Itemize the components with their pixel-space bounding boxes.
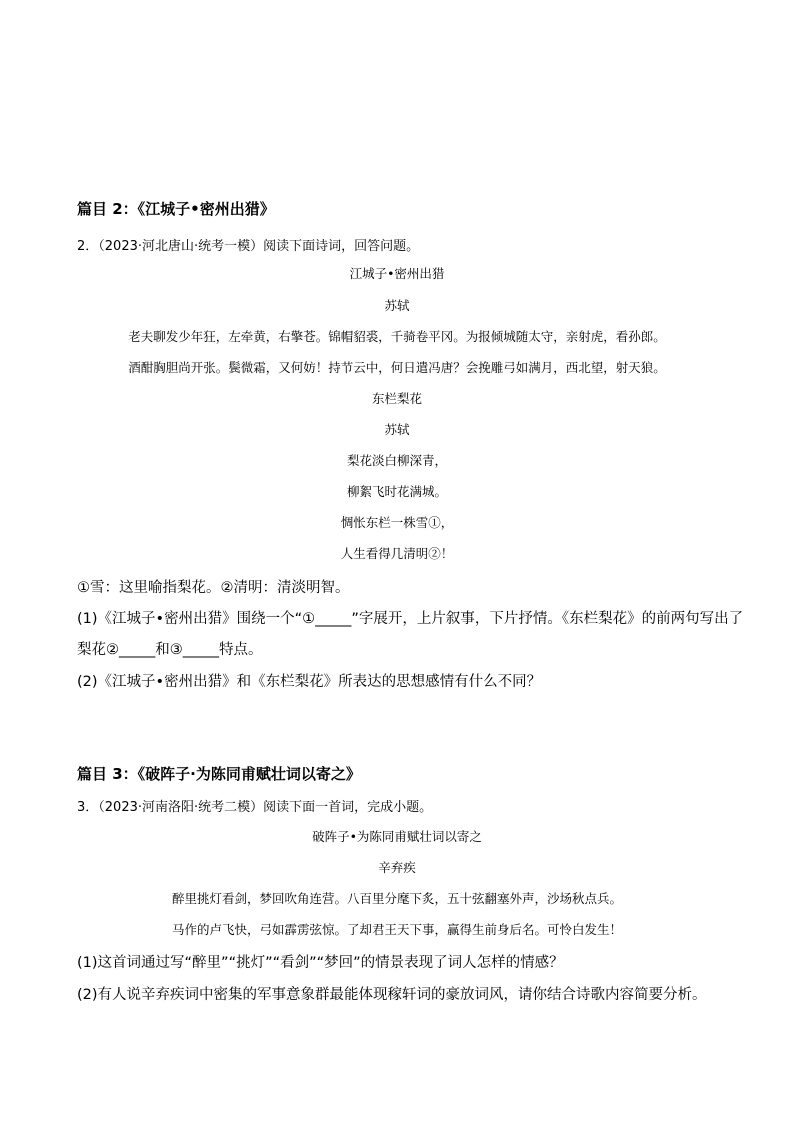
poem-line: 柳絮飞时花满城。 [346,484,447,499]
sub-question-2: (2)有人说辛弃疾词中密集的军事意象群最能体现稼轩词的豪放词风，请你结合诗歌内容简要分析。 [77,987,707,1003]
poem-line: 酒酣胸胆尚开张。鬓微霜，又何妨！持节云中，何日遣冯唐？会挽雕弓如满月，西北望，射天狼。 [128,360,666,375]
poem-author: 苏轼 [384,422,410,437]
poem-author: 苏轼 [384,298,410,313]
poem-line: 梨花淡白柳深青， [346,453,447,468]
sub-question-2: (2)《江城子•密州出猎》和《东栏梨花》所表达的思想感情有什么不同？ [77,674,542,690]
sub-question-1: (1)这首词通过写“醉里”“挑灯”“看剑”“梦回”的情景表现了词人怎样的情感？ [77,955,564,971]
poem-author: 辛弃疾 [378,860,416,875]
section-heading-2: 篇目 2：《江城子•密州出猎》 [77,200,275,218]
section-heading-3: 篇目 3：《破阵子·为陈同甫赋壮词以寄之》 [77,765,361,783]
poem-title: 江城子•密州出猎 [349,266,445,281]
poem-line: 惆怅东栏一株雪①， [340,515,454,530]
sub-question-1: (1)《江城子•密州出猎》围绕一个“①_____”字展开，上片叙事，下片抒情。《东栏梨花》的前两句写出了 [77,611,744,627]
poem-line: 醉里挑灯看剑，梦回吹角连营。八百里分麾下炙，五十弦翻塞外声，沙场秋点兵。 [171,891,622,906]
question-intro-2: 2．（2023·河北唐山·统考一模）阅读下面诗词，回答问题。 [77,239,420,254]
sub-question-1-cont: 梨花②_____和③_____特点。 [77,642,263,658]
poem-line: 人生看得几清明②！ [340,546,454,561]
poem-title: 东栏梨花 [371,391,422,406]
poem-line: 老夫聊发少年狂，左牵黄，右擎苍。锦帽貂裘，千骑卷平冈。为报倾城随太守，亲射虎，看孙郎。 [128,329,666,344]
annotation-notes: ①雪：这里喻指梨花。②清明：清淡明智。 [77,580,350,596]
poem-title: 破阵子•为陈同甫赋壮词以寄之 [312,829,482,844]
poem-line: 马作的卢飞快，弓如霹雳弦惊。了却君王天下事，赢得生前身后名。可怜白发生！ [171,922,622,937]
question-intro-3: 3．（2023·河南洛阳·统考二模）阅读下面一首词，完成小题。 [77,800,433,815]
